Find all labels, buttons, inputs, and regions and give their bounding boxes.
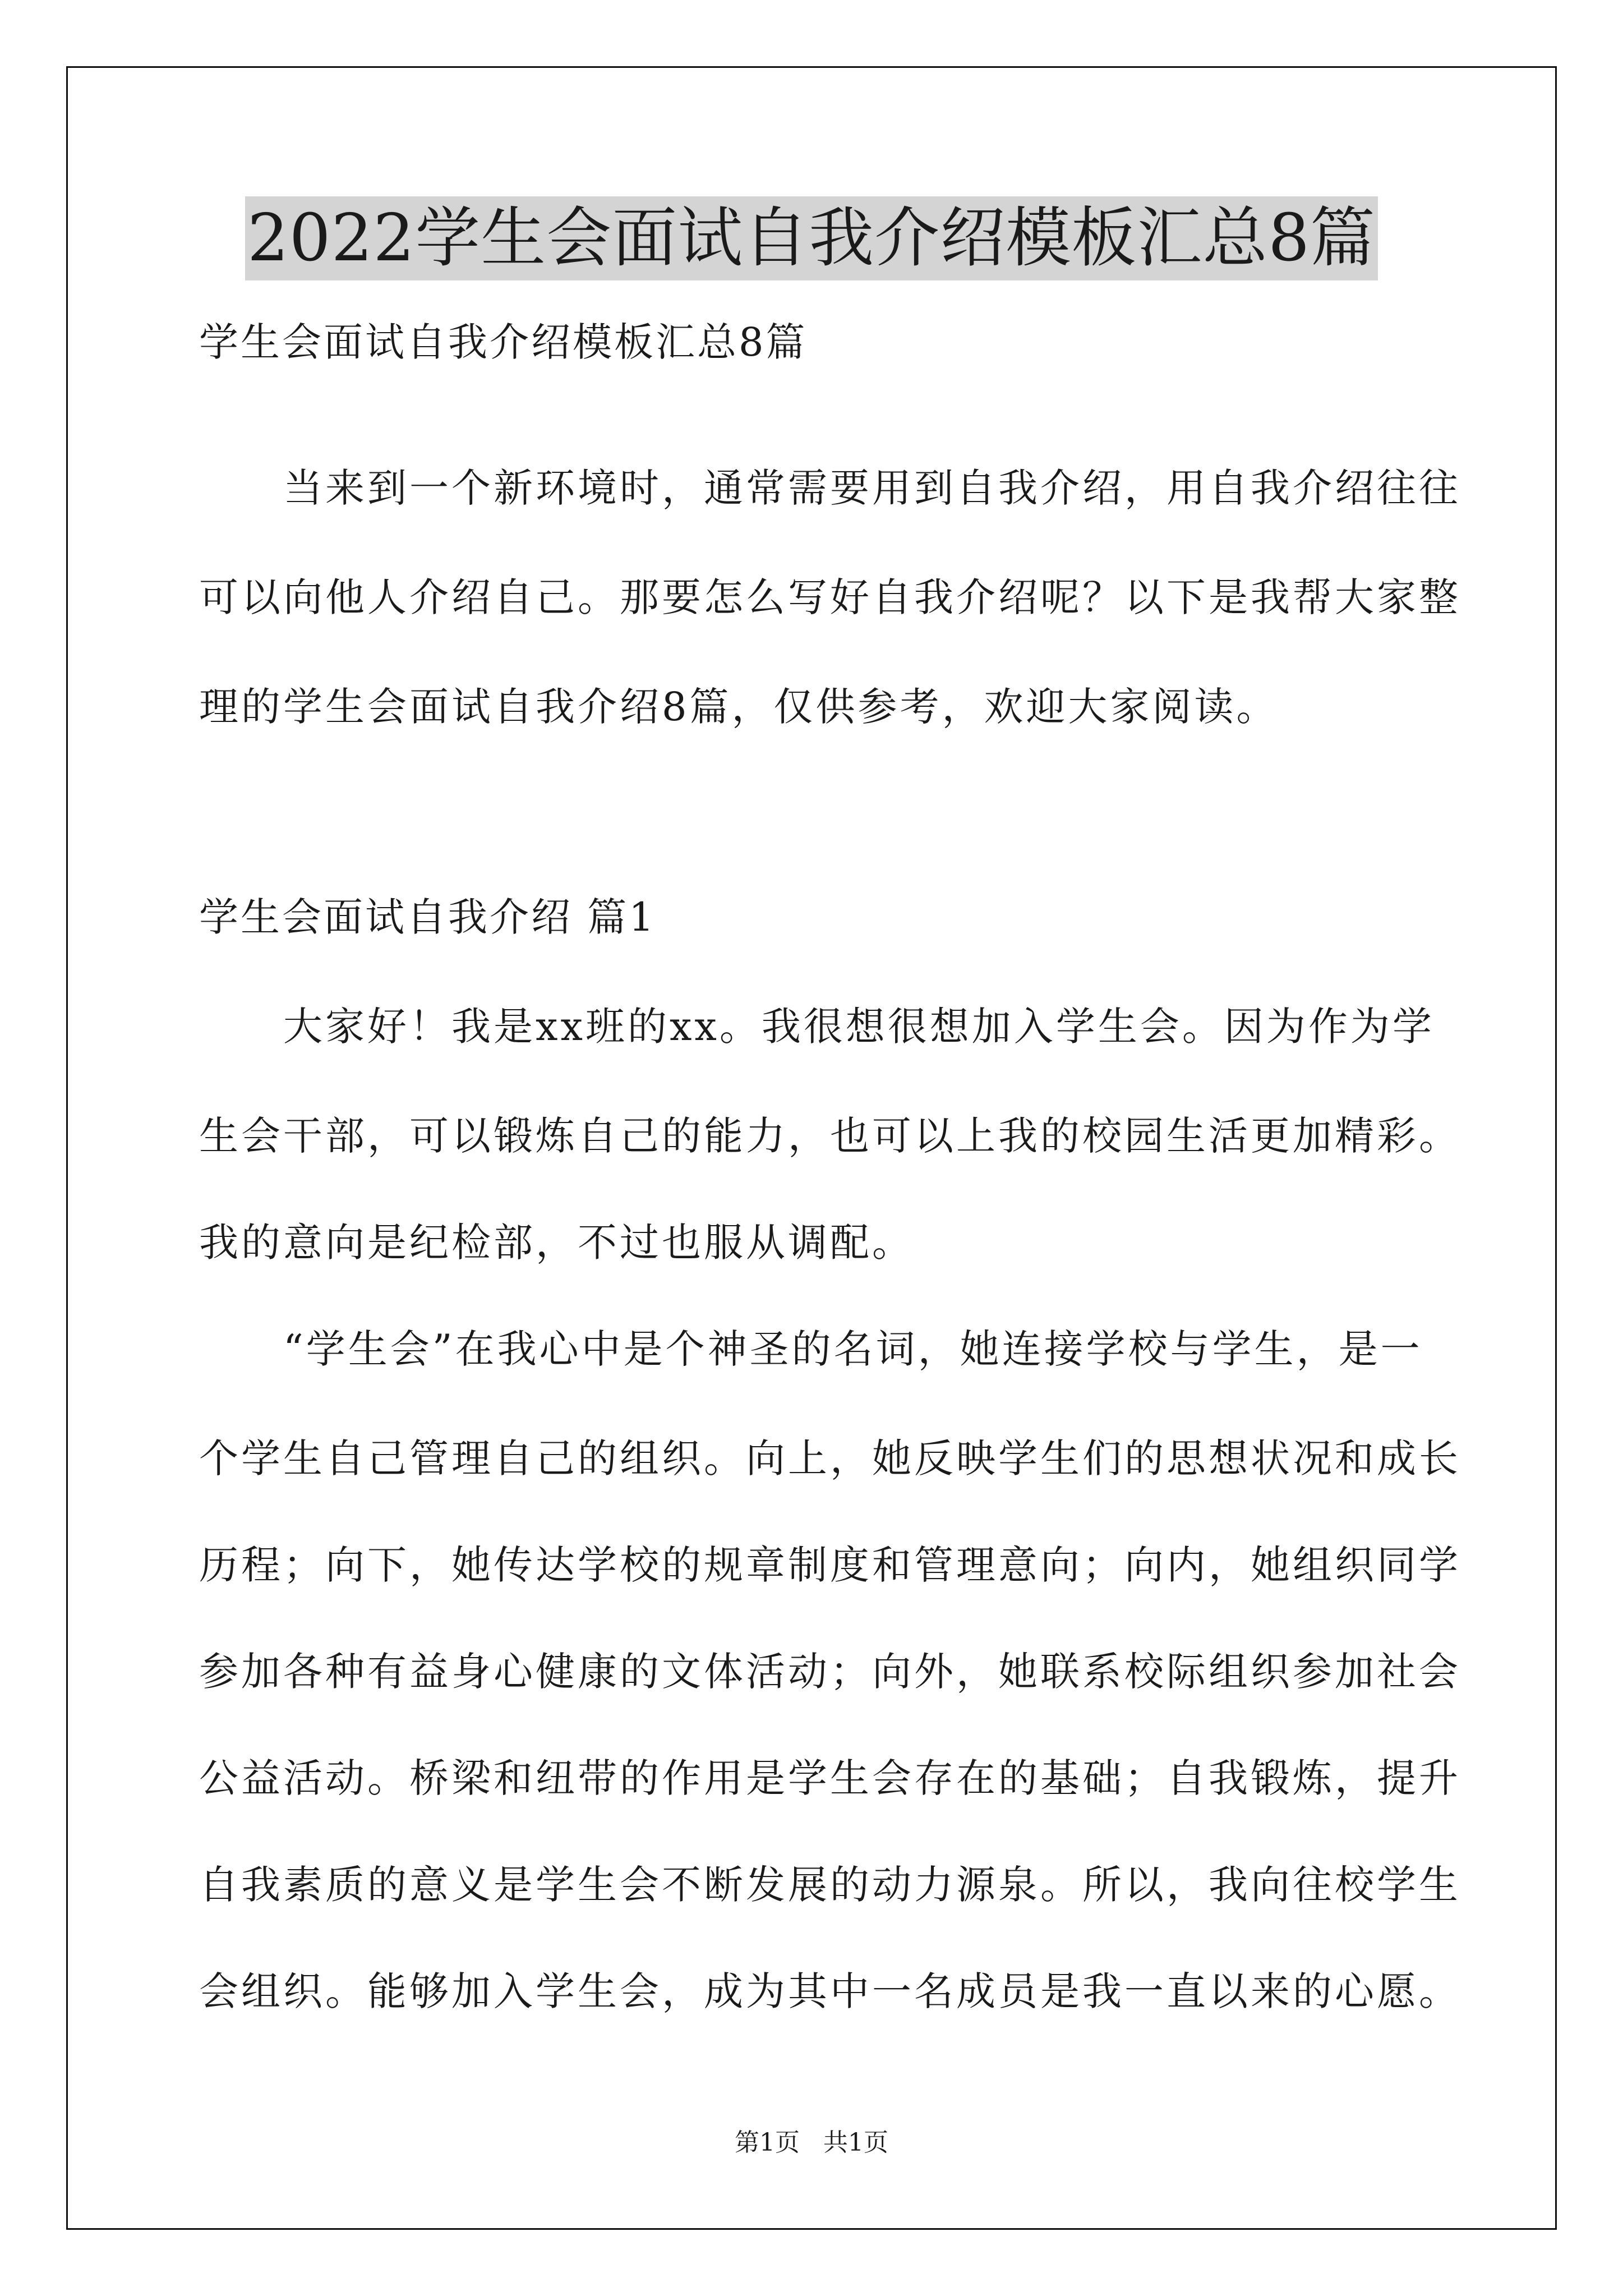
intro-line-2: 可以向他人介绍自己。那要怎么写好自我介绍呢？以下是我帮大家整 [199,574,1461,620]
paragraph1-line-1: 大家好！我是xx班的xx。我很想很想加入学生会。因为作为学 [283,1004,1435,1050]
intro-line-1: 当来到一个新环境时，通常需要用到自我介绍，用自我介绍往往 [283,465,1461,511]
paragraph2-line-4: 参加各种有益身心健康的文体活动；向外，她联系校际组织参加社会 [199,1649,1461,1695]
document-title: 2022学生会面试自我介绍模板汇总8篇 [245,196,1378,280]
paragraph1-line-2: 生会干部，可以锻炼自己的能力，也可以上我的校园生活更加精彩。 [199,1113,1461,1159]
intro-line-3: 理的学生会面试自我介绍8篇，仅供参考，欢迎大家阅读。 [199,684,1279,730]
paragraph2-line-5: 公益活动。桥梁和纽带的作用是学生会存在的基础；自我锻炼，提升 [199,1755,1461,1801]
paragraph2-line-1: “学生会”在我心中是个神圣的名词，她连接学校与学生，是一 [283,1326,1423,1372]
page-total: 共1页 [823,2128,888,2157]
page-number: 第1页 [735,2128,800,2157]
page-footer [0,2126,1623,2160]
title-wrapper [0,196,1623,280]
paragraph2-line-3: 历程；向下，她传达学校的规章制度和管理意向；向内，她组织同学 [199,1542,1461,1588]
paragraph2-line-7: 会组织。能够加入学生会，成为其中一名成员是我一直以来的心愿。 [199,1968,1461,2014]
paragraph1-line-3: 我的意向是纪检部，不过也服从调配。 [199,1220,914,1266]
paragraph2-line-2: 个学生自己管理自己的组织。向上，她反映学生们的思想状况和成长 [199,1435,1461,1481]
document-subtitle: 学生会面试自我介绍模板汇总8篇 [199,319,808,365]
section-heading: 学生会面试自我介绍 篇1 [199,894,656,940]
paragraph2-line-6: 自我素质的意义是学生会不断发展的动力源泉。所以，我向往校学生 [199,1862,1461,1908]
